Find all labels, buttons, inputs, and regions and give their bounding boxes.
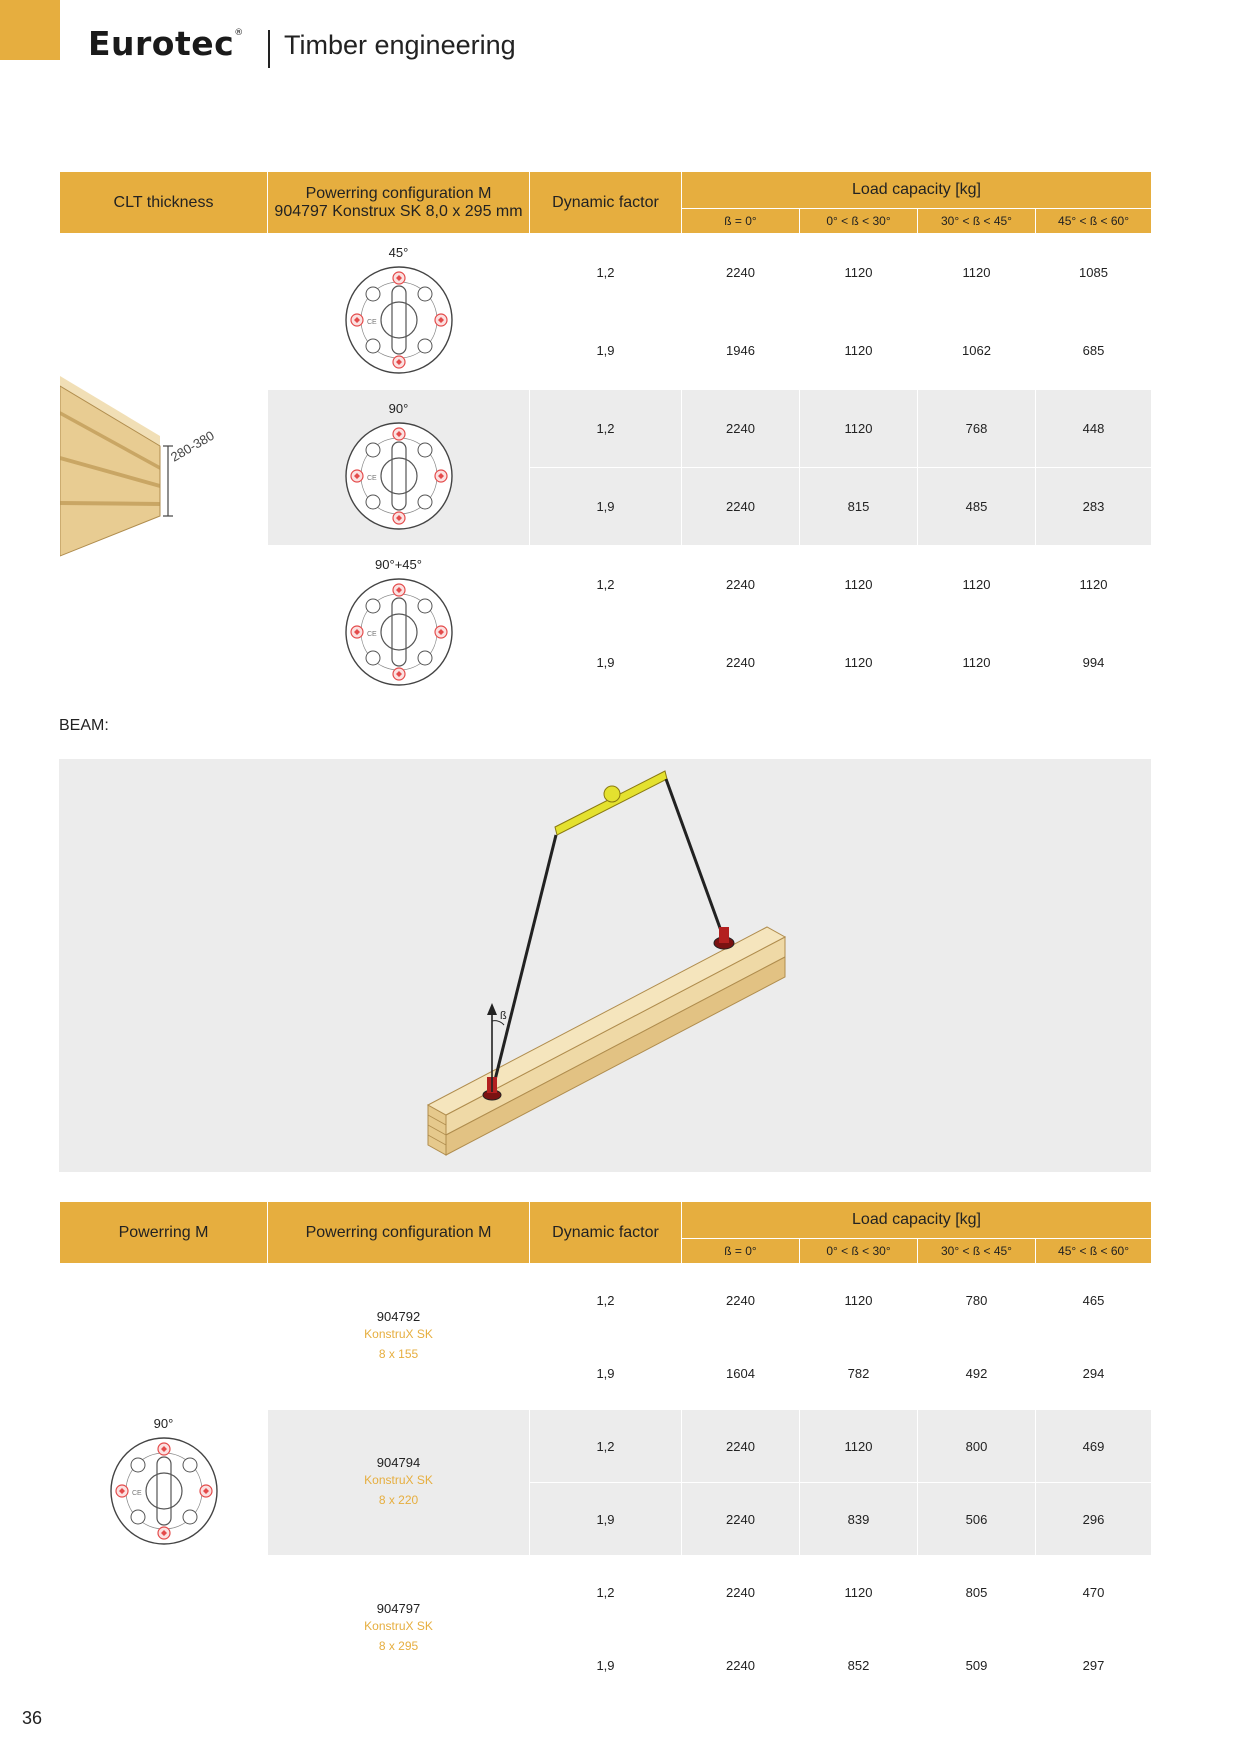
subheader-beta-0-30: 0° < ß < 30°	[800, 209, 918, 234]
product-size: 8 x 155	[378, 1347, 419, 1361]
product-code: 904792	[376, 1309, 421, 1324]
powerring-angle-label: 90°	[153, 1415, 174, 1431]
clt-thickness-dimension: 280-380	[168, 427, 217, 465]
table-row	[60, 234, 1152, 312]
load-cell: 2240	[682, 390, 800, 468]
header-clt-thickness: CLT thickness	[60, 172, 268, 234]
load-cell: 492	[918, 1337, 1036, 1410]
clt-thickness-cell	[60, 234, 268, 702]
load-cell: 1120	[1036, 546, 1152, 624]
load-cell: 800	[918, 1410, 1036, 1483]
config-cell-904792	[268, 1264, 530, 1410]
powerring-cell	[60, 1264, 268, 1702]
load-cell: 685	[1036, 312, 1152, 390]
table-row	[60, 1264, 1152, 1337]
config-label-45: 45°	[388, 244, 409, 260]
load-cell: 1120	[800, 234, 918, 312]
config-cell-90-45	[268, 546, 530, 702]
subheader-beta-30-45: 30° < ß < 45°	[918, 1239, 1036, 1264]
powerring-icon	[108, 1435, 220, 1547]
dynamic-factor-cell: 1,2	[530, 546, 682, 624]
load-cell: 509	[918, 1629, 1036, 1702]
product-size: 8 x 295	[378, 1639, 419, 1653]
header-dynamic-factor: Dynamic factor	[530, 172, 682, 234]
load-cell: 1120	[800, 1556, 918, 1629]
header-config-line1: Powerring configuration M	[305, 184, 492, 202]
load-cell: 2240	[682, 1483, 800, 1556]
subheader-beta-30-45: 30° < ß < 45°	[918, 209, 1036, 234]
header-load-capacity: Load capacity [kg]	[682, 172, 1152, 209]
load-cell: 448	[1036, 390, 1152, 468]
header-load-capacity: Load capacity [kg]	[682, 1202, 1152, 1239]
load-cell: 768	[918, 390, 1036, 468]
dynamic-factor-cell: 1,2	[530, 1264, 682, 1337]
config-label-90: 90°	[388, 400, 409, 416]
powerring-icon	[343, 420, 455, 532]
load-cell: 469	[1036, 1410, 1152, 1483]
beam-illustration-panel	[59, 759, 1151, 1172]
load-cell: 1120	[800, 624, 918, 702]
config-cell-90	[268, 390, 530, 546]
load-cell: 1604	[682, 1337, 800, 1410]
subheader-beta-0: ß = 0°	[682, 209, 800, 234]
load-cell: 782	[800, 1337, 918, 1410]
subheader-beta-0-30: 0° < ß < 30°	[800, 1239, 918, 1264]
load-cell: 1120	[918, 234, 1036, 312]
load-cell: 2240	[682, 1629, 800, 1702]
load-cell: 1120	[918, 624, 1036, 702]
header-powerring-config: Powerring configuration M	[268, 1202, 530, 1264]
dynamic-factor-cell: 1,9	[530, 1337, 682, 1410]
beta-angle-label: ß	[500, 1010, 507, 1022]
dynamic-factor-cell: 1,9	[530, 312, 682, 390]
dynamic-factor-cell: 1,9	[530, 1483, 682, 1556]
header-dynamic-factor: Dynamic factor	[530, 1202, 682, 1264]
dynamic-factor-cell: 1,2	[530, 1556, 682, 1629]
load-cell: 470	[1036, 1556, 1152, 1629]
header-powerring-m: Powerring M	[60, 1202, 268, 1264]
load-cell: 1120	[918, 546, 1036, 624]
clt-load-table	[59, 171, 1152, 702]
subheader-beta-45-60: 45° < ß < 60°	[1036, 1239, 1152, 1264]
load-cell: 1120	[800, 312, 918, 390]
load-cell: 465	[1036, 1264, 1152, 1337]
load-cell: 815	[800, 468, 918, 546]
header-powerring-config	[268, 172, 530, 234]
config-cell-45	[268, 234, 530, 390]
dynamic-factor-cell: 1,9	[530, 468, 682, 546]
load-cell: 485	[918, 468, 1036, 546]
subheader-beta-45-60: 45° < ß < 60°	[1036, 209, 1152, 234]
header-config-line2: 904797 Konstrux SK 8,0 x 295 mm	[274, 202, 523, 220]
product-name: KonstruX SK	[364, 1473, 433, 1487]
load-cell: 2240	[682, 546, 800, 624]
powerring-icon	[343, 576, 455, 688]
page-subtitle: Timber engineering	[284, 30, 516, 60]
load-cell: 1062	[918, 312, 1036, 390]
product-size: 8 x 220	[378, 1493, 419, 1507]
config-cell-904797	[268, 1556, 530, 1702]
load-cell: 1085	[1036, 234, 1152, 312]
load-cell: 283	[1036, 468, 1152, 546]
dynamic-factor-cell: 1,2	[530, 390, 682, 468]
beam-load-table	[59, 1201, 1152, 1702]
brand-logo	[88, 24, 244, 63]
powerring-icon	[343, 264, 455, 376]
brand-name: Eurotec	[88, 24, 235, 63]
config-label-90-45: 90°+45°	[375, 556, 422, 572]
registered-mark: ®	[234, 28, 244, 38]
beam-section-label: BEAM:	[59, 717, 109, 734]
config-cell-904794	[268, 1410, 530, 1556]
load-cell: 1120	[800, 546, 918, 624]
load-cell: 1946	[682, 312, 800, 390]
dynamic-factor-cell: 1,2	[530, 234, 682, 312]
product-name: KonstruX SK	[364, 1327, 433, 1341]
product-name: KonstruX SK	[364, 1619, 433, 1633]
load-cell: 2240	[682, 468, 800, 546]
load-cell: 780	[918, 1264, 1036, 1337]
load-cell: 839	[800, 1483, 918, 1556]
load-cell: 294	[1036, 1337, 1152, 1410]
dynamic-factor-cell: 1,9	[530, 624, 682, 702]
load-cell: 2240	[682, 624, 800, 702]
load-cell: 296	[1036, 1483, 1152, 1556]
corner-accent	[0, 0, 60, 60]
page-number: 36	[22, 1708, 43, 1728]
load-cell: 2240	[682, 1410, 800, 1483]
dynamic-factor-cell: 1,2	[530, 1410, 682, 1483]
load-cell: 852	[800, 1629, 918, 1702]
product-code: 904794	[376, 1455, 421, 1470]
load-cell: 2240	[682, 1264, 800, 1337]
load-cell: 2240	[682, 1556, 800, 1629]
beam-lifting-illustration	[59, 759, 1151, 1172]
load-cell: 1120	[800, 1264, 918, 1337]
product-code: 904797	[376, 1601, 421, 1616]
load-cell: 1120	[800, 1410, 918, 1483]
subheader-beta-0: ß = 0°	[682, 1239, 800, 1264]
load-cell: 2240	[682, 234, 800, 312]
load-cell: 1120	[800, 390, 918, 468]
dynamic-factor-cell: 1,9	[530, 1629, 682, 1702]
load-cell: 297	[1036, 1629, 1152, 1702]
brand-separator	[268, 30, 270, 68]
load-cell: 994	[1036, 624, 1152, 702]
clt-panel-illustration	[60, 366, 268, 566]
load-cell: 805	[918, 1556, 1036, 1629]
load-cell: 506	[918, 1483, 1036, 1556]
